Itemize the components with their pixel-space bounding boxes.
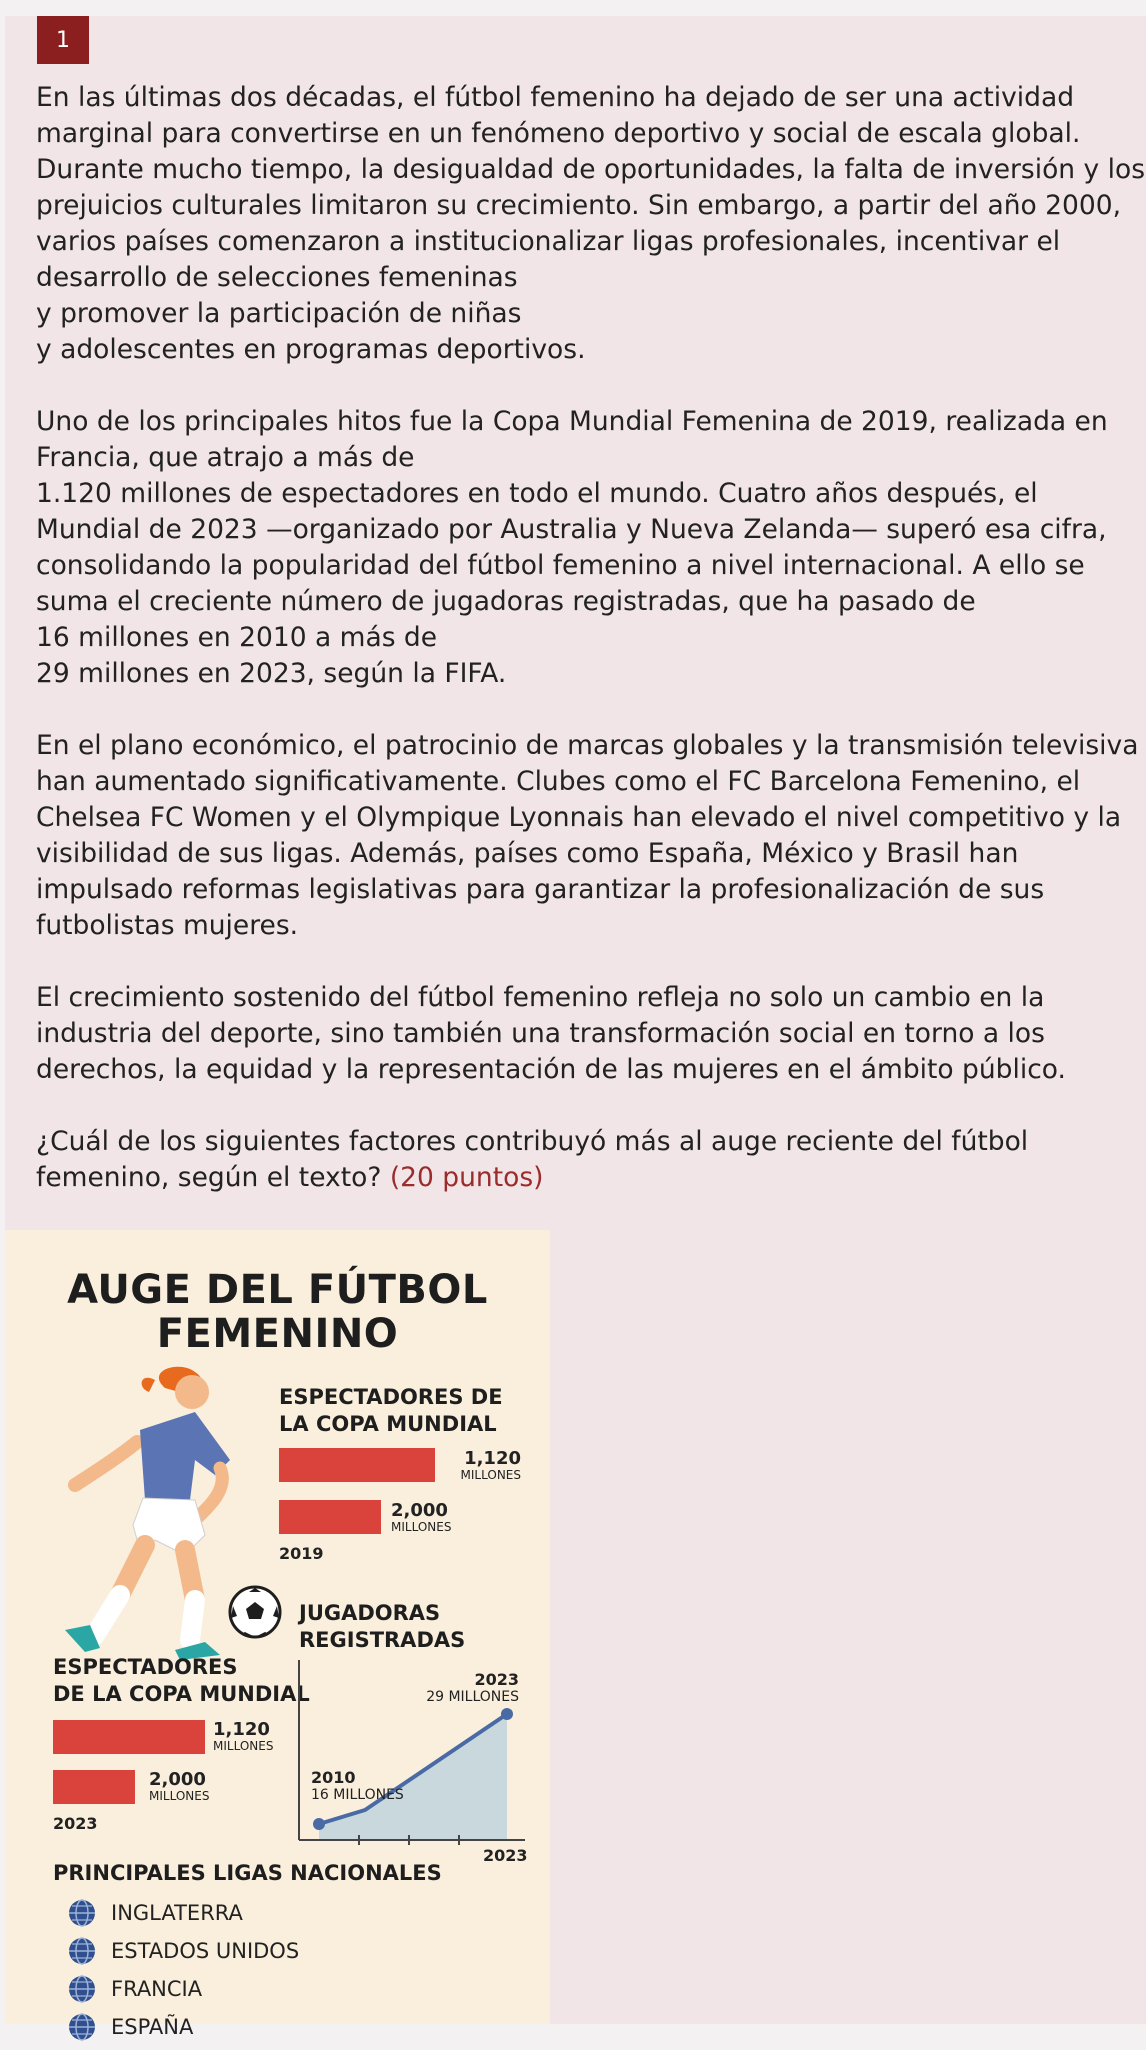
soccer-ball-icon bbox=[227, 1584, 283, 1640]
paragraph-4: El crecimiento sostenido del fútbol femenino refleja no solo un cambio en la industria del deporte, sino también una transformación social en torno a los derechos, la equidad y la representación de las mujeres en el ámbito público. bbox=[36, 982, 1066, 1085]
leagues-heading: PRINCIPALES LIGAS NACIONALES bbox=[53, 1861, 442, 1885]
bar-2019-a-value: 1,120 MILLONES bbox=[460, 1448, 521, 1482]
globe-icon bbox=[67, 1898, 97, 1928]
players-heading: JUGADORAS REGISTRADAS bbox=[299, 1601, 466, 1652]
globe-icon bbox=[67, 2012, 97, 2042]
spectators-heading-2019: ESPECTADORES DE LA COPA MUNDIAL bbox=[279, 1385, 503, 1436]
bar-2023-a bbox=[53, 1720, 205, 1754]
bar-2019-b bbox=[279, 1500, 381, 1534]
league-item: ESPAÑA bbox=[67, 2012, 193, 2042]
points-label: (20 puntos) bbox=[389, 1162, 544, 1193]
league-item: ESTADOS UNIDOS bbox=[67, 1936, 299, 1966]
paragraph-3: En el plano económico, el patrocinio de marcas globales y la transmisión televisiva han aumentado significativamente. Clubes como el FC Barcelona Femenino, el Chelsea FC Women y el Olympique Lyonnais han elevado el nivel competitivo y la visibilidad de sus ligas. Además, países como España, México y Brasil han impulsado reformas legislativas para garantizar la profesionalización de sus futbolistas mujeres. bbox=[36, 730, 1139, 941]
spectators-heading-2023: ESPECTADORES DE LA COPA MUNDIAL bbox=[53, 1655, 310, 1706]
question-text bbox=[36, 80, 1146, 1196]
year-2019-label: 2019 bbox=[279, 1544, 324, 1563]
question-card bbox=[5, 16, 1146, 2039]
league-item: INGLATERRA bbox=[67, 1898, 243, 1928]
globe-icon bbox=[67, 1974, 97, 2004]
year-2023-label: 2023 bbox=[53, 1814, 98, 1833]
paragraph-2: Uno de los principales hitos fue la Copa Mundial Femenina de 2019, realizada en Francia, que atrajo a más de 1.120 millones de espectadores en todo el mundo. Cuatro años después, el Mundial de 2023 —organizado por Australia y Nueva Zelanda— superó esa cifra, consolidando la popularidad del fútbol femenino a nivel internacional. A ello se suma el creciente número de jugadoras registradas, que ha pasado de 16 millones en 2010 a más de 29 millones en 2023, según la FIFA. bbox=[36, 406, 1108, 689]
league-item: FRANCIA bbox=[67, 1974, 202, 2004]
globe-icon bbox=[67, 1936, 97, 1966]
infographic-title: AUGE DEL FÚTBOL FEMENINO bbox=[67, 1267, 488, 1357]
paragraph-1: En las últimas dos décadas, el fútbol femenino ha dejado de ser una actividad marginal para convertirse en un fenómeno deportivo y social de escala global. Durante mucho tiempo, la desigualdad de oportunidades, la falta de inversión y los prejuicios culturales limitaron su crecimiento. Sin embargo, a partir del año 2000, varios países comenzaron a institucionalizar ligas profesionales, incentivar el desarrollo de selecciones femeninas y promover la participación de niñas y adolescentes en programas deportivos. bbox=[36, 82, 1146, 365]
prompt-text: ¿Cuál de los siguientes factores contribuyó más al auge reciente del fútbol femenino, según el texto? bbox=[36, 1126, 1029, 1193]
players-end-label: 2023 29 MILLONES bbox=[426, 1670, 519, 1705]
infographic bbox=[5, 1230, 550, 2039]
bar-2023-b-value: 2,000 MILLONES bbox=[149, 1769, 210, 1803]
bar-2019-a bbox=[279, 1448, 435, 1482]
bar-2023-a-value: 1,120 MILLONES bbox=[213, 1719, 274, 1753]
players-start-label: 2010 16 MILLONES bbox=[311, 1768, 404, 1803]
question-prompt bbox=[36, 1124, 1146, 1196]
bar-2019-b-value: 2,000 MILLONES bbox=[391, 1500, 452, 1534]
players-axis-year: 2023 bbox=[483, 1846, 528, 1865]
question-number-badge: 1 bbox=[37, 16, 89, 64]
bar-2023-b bbox=[53, 1770, 135, 1804]
